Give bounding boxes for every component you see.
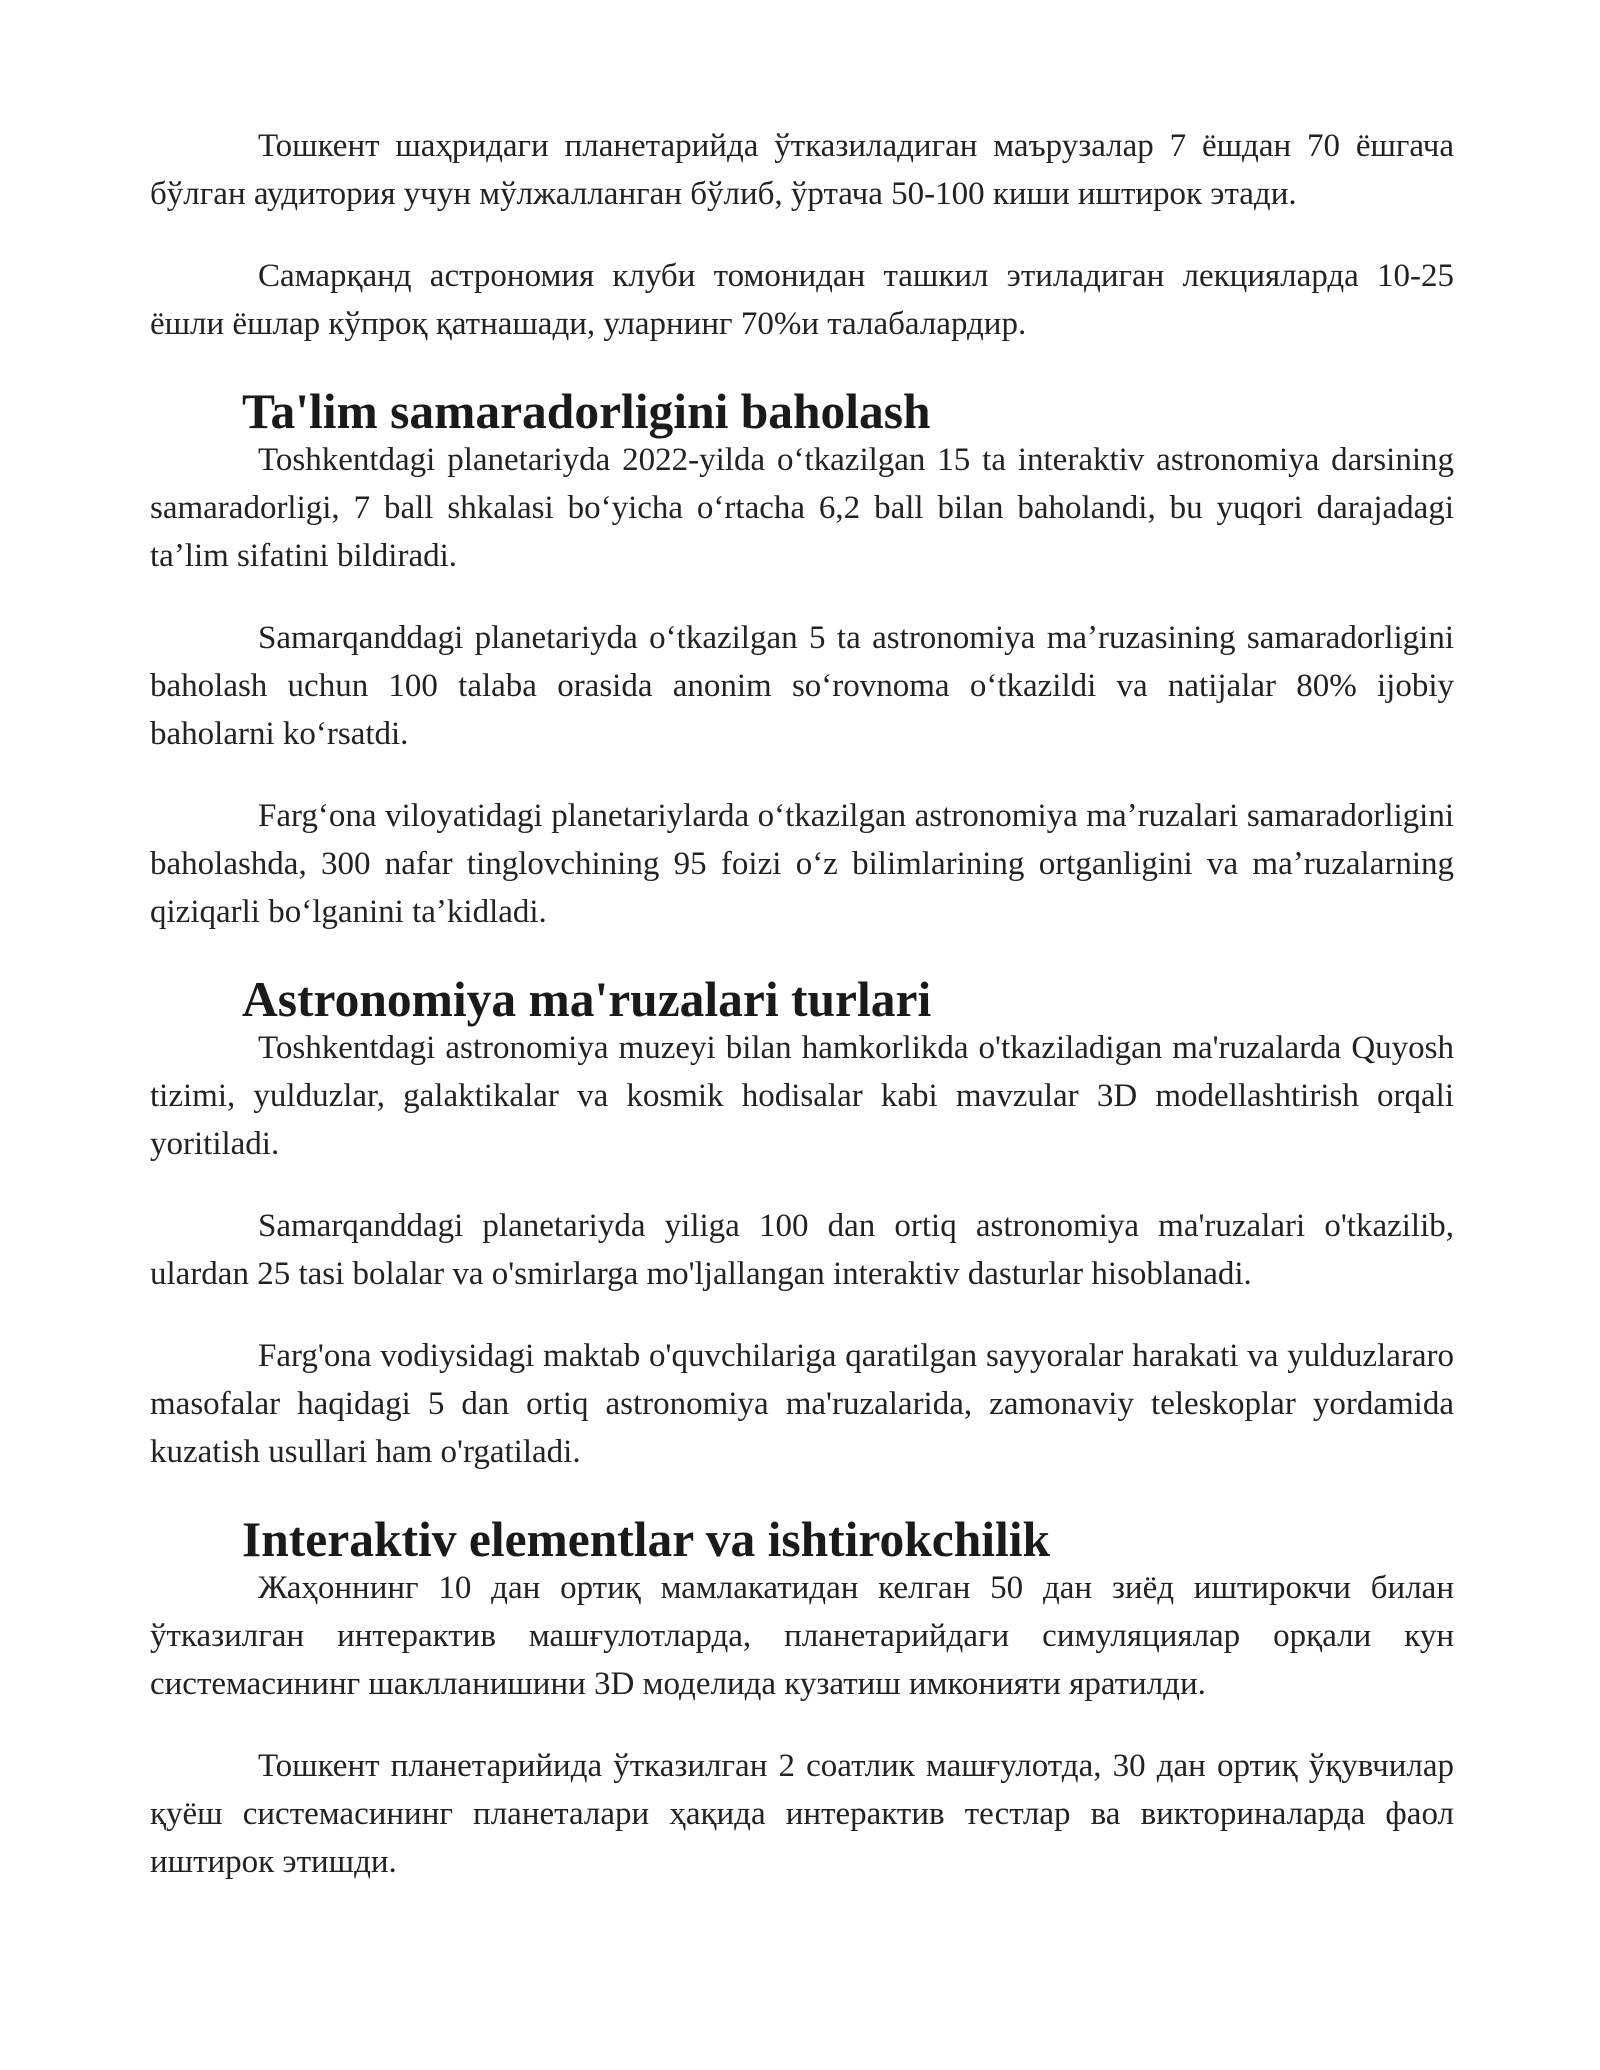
section-heading: Ta'lim samaradorligini baholash — [242, 384, 931, 439]
paragraph: Farg'ona vodiysidagi maktab o'quvchilariga qaratilgan sayyoralar harakati va yulduzlararo masofalar haqidagi 5 dan ortiq astronomiya ma'ruzalarida, zamonaviy teleskoplar yordamida kuzatish usullari ham o'rgatiladi. — [150, 1338, 1454, 1470]
paragraph: Тошкент планетарийида ўтказилган 2 соатлик машғулотда, 30 дан ортиқ ўқувчилар қуёш системасининг планеталари ҳақида интерактив тестлар ва викториналарда фаол иштирок этишди. — [150, 1748, 1454, 1880]
paragraph: Fargʻona viloyatidagi planetariylarda oʻtkazilgan astronomiya maʼruzalari samaradorligini baholashda, 300 nafar tinglovchining 95 foizi oʻz bilimlarining ortganligini va maʼruzalarning qiziqarli boʻlganini taʼkidladi. — [150, 798, 1454, 930]
paragraph: Samarqanddagi planetariyda oʻtkazilgan 5 ta astronomiya maʼruzasining samaradorligini baholash uchun 100 talaba orasida anonim soʻrovnoma oʻtkazildi va natijalar 80% ijobiy baholarni koʻrsatdi. — [150, 620, 1454, 752]
paragraph: Самарқанд астрономия клуби томонидан ташкил этиладиган лекцияларда 10-25 ёшли ёшлар кўпроқ қатнашади, уларнинг 70%и талабалардир. — [150, 258, 1454, 342]
section-heading: Interaktiv elementlar va ishtirokchilik — [242, 1512, 1051, 1567]
paragraph: Toshkentdagi planetariyda 2022-yilda oʻtkazilgan 15 ta interaktiv astronomiya darsining samaradorligi, 7 ball shkalasi boʻyicha oʻrtacha 6,2 ball bilan baholandi, bu yuqori darajadagi taʼlim sifatini bildiradi. — [150, 442, 1454, 574]
paragraph: Toshkentdagi astronomiya muzeyi bilan hamkorlikda o'tkaziladigan ma'ruzalarda Quyosh tizimi, yulduzlar, galaktikalar va kosmik hodisalar kabi mavzular 3D modellashtirish orqali yoritiladi. — [150, 1030, 1454, 1162]
paragraph: Тошкент шаҳридаги планетарийда ўтказиладиган маърузалар 7 ёшдан 70 ёшгача бўлган аудитория учун мўлжалланган бўлиб, ўртача 50-100 киши иштирок этади. — [150, 128, 1454, 212]
paragraph: Жаҳоннинг 10 дан ортиқ мамлакатидан келган 50 дан зиёд иштирокчи билан ўтказилган интерактив машғулотларда, планетарийдаги симуляциялар орқали кун системасининг шаклланишини 3D моделида кузатиш имконияти яратилди. — [150, 1570, 1454, 1702]
document-page — [150, 122, 1454, 1886]
paragraph: Samarqanddagi planetariyda yiliga 100 dan ortiq astronomiya ma'ruzalari o'tkazilib, ulardan 25 tasi bolalar va o'smirlarga mo'ljallangan interaktiv dasturlar hisoblanadi. — [150, 1208, 1454, 1292]
section-heading: Astronomiya ma'ruzalari turlari — [242, 972, 932, 1027]
